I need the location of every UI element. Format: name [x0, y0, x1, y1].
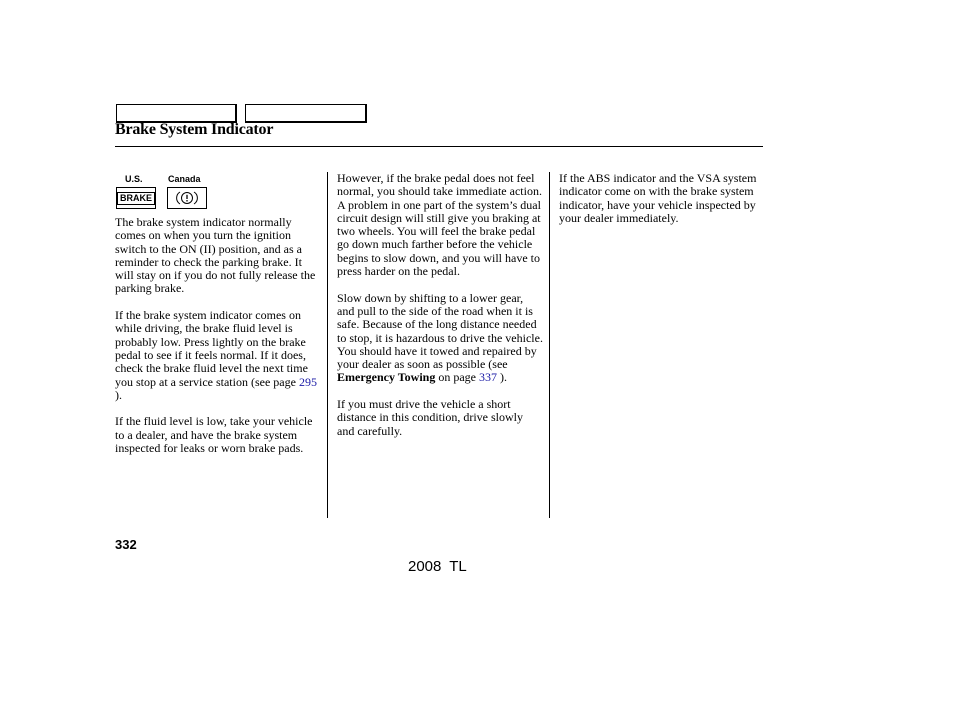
column-divider-1 [327, 172, 328, 518]
indicator-icons [115, 186, 321, 216]
footer-model: 2008 TL [408, 558, 467, 575]
page-title: Brake System Indicator [115, 121, 274, 138]
col1-paragraph-2: If the brake system indicator comes on while driving, the brake fluid level is probably low. Press lightly on the brake pedal to see if it feels normal. If it does, check the brake fluid level the next time you stop at a service station (see page 295 ). [115, 308, 317, 402]
brake-word-text: BRAKE [117, 192, 155, 205]
col2-paragraph-1: However, if the brake pedal does not feel normal, you should take immediate action. A problem in one part of the system’s dual circuit design will still give you braking at two wheels. You will feel the brake pedal go down much farther before the vehicle begins to slow down, and you will have to press harder on the pedal. [337, 171, 542, 279]
column-3 [559, 172, 765, 238]
page-link-337[interactable]: 337 [479, 370, 497, 385]
indicator-labels [115, 172, 321, 184]
column-1 [115, 172, 321, 469]
col2-paragraph-2: Slow down by shifting to a lower gear, and pull to the side of the road when it is safe. Because of the long distance needed to stop, it is hazardous to drive the vehicle. You should have it towed and repaired by your dealer as soon as possible (see Emergency Towing on page 337 ). [337, 290, 543, 385]
col3-paragraph-1: If the ABS indicator and the VSA system indicator come on with the brake system indicator, have your vehicle inspected by your dealer immediately. [559, 171, 757, 225]
brake-warning-symbol-svg [172, 190, 202, 206]
brake-word-indicator [116, 187, 156, 209]
label-canada: Canada [168, 174, 201, 184]
title-divider [115, 146, 763, 147]
page-number: 332 [115, 537, 137, 552]
col1-paragraph-1: The brake system indicator normally comes on when you turn the ignition switch to the ON (II) position, and as a reminder to check the parking brake. It will stay on if you do not fully release the parking brake. [115, 215, 316, 296]
column-divider-2 [549, 172, 550, 518]
emergency-towing-ref: Emergency Towing [337, 370, 436, 385]
brake-warning-icon [167, 187, 207, 209]
col1-paragraph-3: If the fluid level is low, take your vehicle to a dealer, and have the brake system inspected for leaks or worn brake pads. [115, 414, 313, 456]
col2-paragraph-3: If you must drive the vehicle a short distance in this condition, drive slowly and carefully. [337, 397, 523, 438]
page-link-295[interactable]: 295 [298, 374, 317, 389]
label-us: U.S. [125, 174, 143, 184]
column-2 [337, 172, 543, 451]
